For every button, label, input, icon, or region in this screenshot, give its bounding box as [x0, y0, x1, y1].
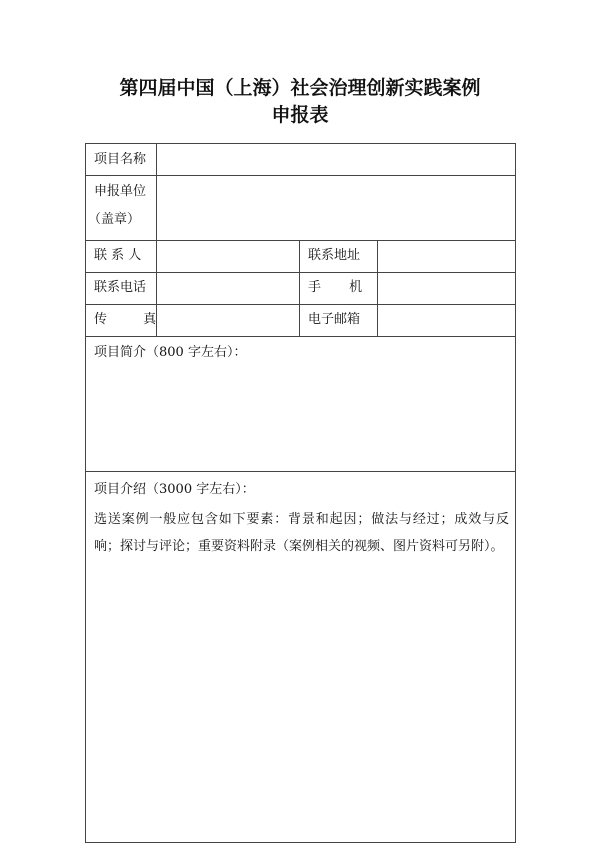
row-divider [86, 471, 515, 472]
row-divider [86, 336, 515, 337]
project-intro-label: 项目介绍（3000 字左右）： [94, 482, 255, 497]
project-summary-label: 项目简介（800 字左右）： [94, 345, 247, 360]
project-summary-field[interactable] [87, 366, 515, 470]
seal-label: （盖章） [88, 212, 141, 227]
document-title: 第四届中国（上海）社会治理创新实践案例 [119, 77, 481, 99]
project-name-label: 项目名称 [94, 152, 147, 167]
fax-label: 传 真 [94, 312, 173, 327]
contact-phone-label: 联系电话 [94, 280, 147, 295]
contact-address-label: 联系地址 [308, 248, 361, 263]
document-subtitle: 申报表 [271, 104, 329, 126]
column-divider [299, 240, 300, 336]
fax-field[interactable] [157, 305, 299, 336]
project-name-field[interactable] [157, 144, 515, 175]
project-intro-field[interactable] [87, 564, 515, 841]
applicant-unit-label: 申报单位 [94, 184, 147, 199]
project-intro-instructions: 选送案例一般应包含如下要素：背景和起因；做法与经过；成效与反响；探讨与评论；重要资料附录（案例相关的视频、图片资料可另附）。 [94, 512, 509, 554]
email-field[interactable] [378, 305, 515, 336]
mobile-label: 手 机 [308, 280, 375, 295]
contact-person-label: 联 系 人 [94, 248, 142, 263]
mobile-field[interactable] [378, 273, 515, 304]
email-label: 电子邮箱 [308, 312, 361, 327]
applicant-unit-field[interactable] [157, 176, 515, 240]
contact-phone-field[interactable] [157, 273, 299, 304]
contact-address-field[interactable] [378, 241, 515, 272]
application-form-table [85, 143, 516, 843]
contact-person-field[interactable] [157, 241, 299, 272]
